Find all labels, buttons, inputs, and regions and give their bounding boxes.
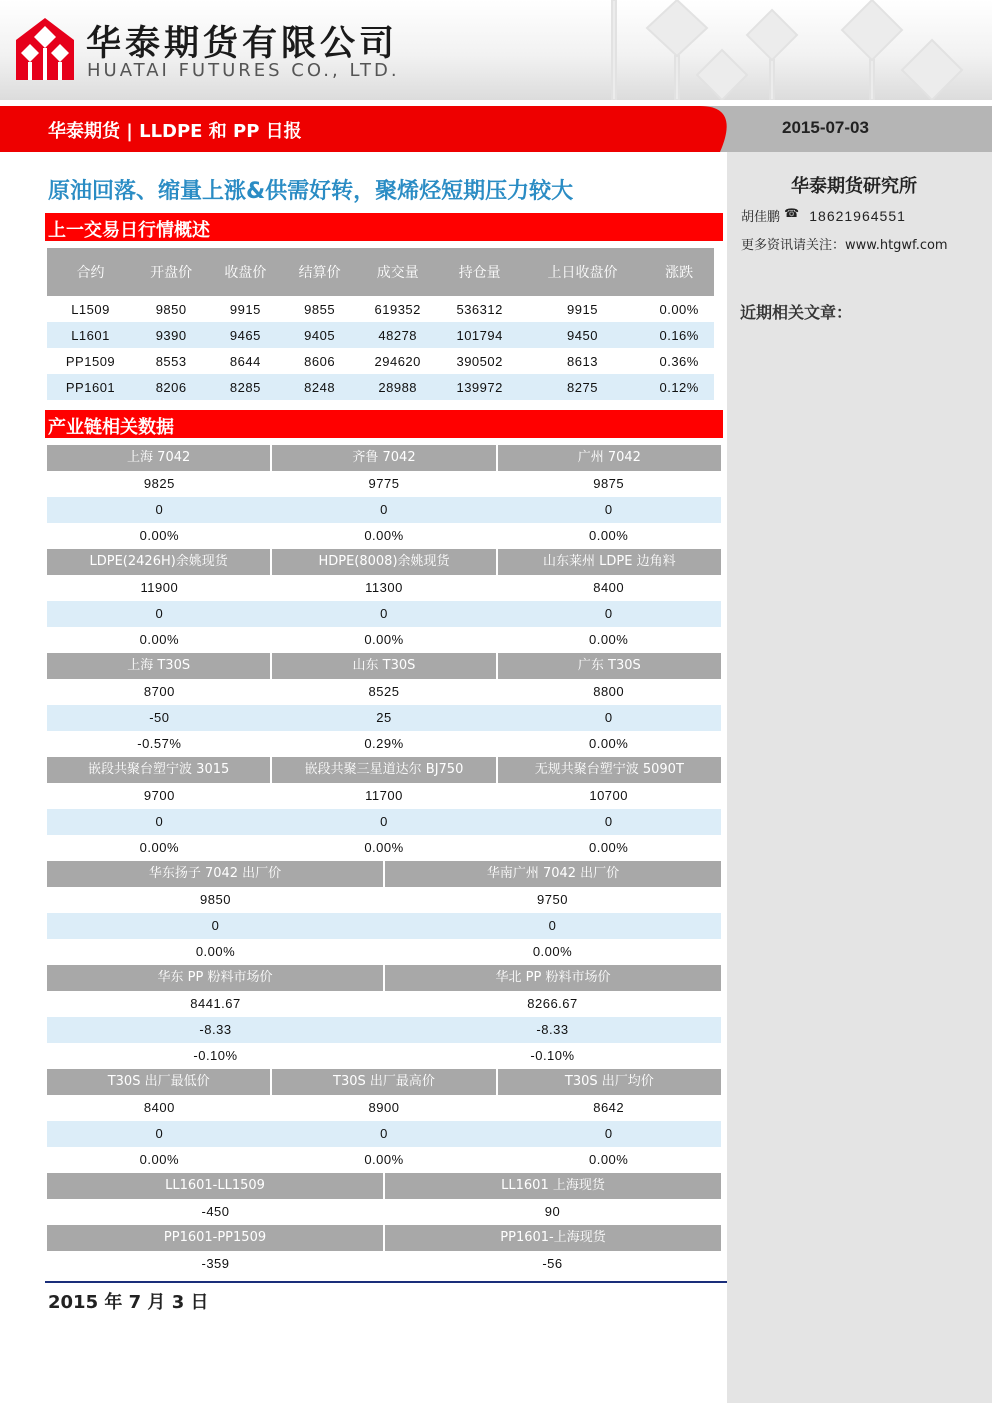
chain-value-cell: 8800 xyxy=(593,684,625,699)
chain-value-cell: 0 xyxy=(380,606,388,621)
chain-header-row xyxy=(47,1173,721,1199)
chain-value-cell: 0.00% xyxy=(588,840,629,855)
section-title: 上一交易日行情概述 xyxy=(48,220,210,241)
chain-data-row xyxy=(47,679,721,705)
report-banner xyxy=(0,106,992,152)
chain-data-row xyxy=(47,809,721,835)
chain-value-cell: 0 xyxy=(604,814,613,829)
chain-value-cell: -56 xyxy=(542,1256,563,1271)
chain-header-cell: 上海 7042 xyxy=(47,445,272,471)
col-header: 上日收盘价 xyxy=(521,248,645,296)
col-header: 持仓量 xyxy=(439,248,521,296)
chain-value-cell: 90 xyxy=(544,1204,561,1219)
company-name-cn: 华泰期货有限公司 xyxy=(86,24,399,64)
chain-value-cell: 0 xyxy=(155,1126,164,1141)
chain-value-cell: 0 xyxy=(380,1126,388,1141)
page-header xyxy=(0,0,992,100)
section-title: 产业链相关数据 xyxy=(48,417,174,438)
chain-value-cell: 8900 xyxy=(368,1100,400,1115)
market-quote-table xyxy=(47,248,714,400)
table-cell: 390502 xyxy=(456,353,503,369)
chain-data-row xyxy=(47,913,721,939)
chain-data-row xyxy=(47,835,721,861)
chain-value-cell: -0.57% xyxy=(137,736,182,751)
chain-value-cell: 0 xyxy=(548,918,557,933)
table-cell: 8613 xyxy=(567,353,598,369)
table-cell: 8285 xyxy=(208,374,282,400)
section-market-overview xyxy=(45,213,723,241)
table-cell: 8206 xyxy=(134,374,208,400)
table-cell: 9915 xyxy=(229,301,261,317)
chain-value-cell: 11300 xyxy=(365,580,403,595)
table-cell: 9850 xyxy=(155,301,187,317)
chain-header-row xyxy=(47,965,721,991)
chain-value-cell: 0 xyxy=(604,606,613,621)
col-header: 开盘价 xyxy=(134,248,208,296)
chain-value-cell: -8.33 xyxy=(199,1022,232,1037)
chain-value-cell: -0.10% xyxy=(193,1048,238,1063)
chain-header-cell: T30S 出厂均价 xyxy=(498,1069,721,1095)
col-header: 成交量 xyxy=(357,248,439,296)
chain-data-row xyxy=(47,887,721,913)
chain-header-cell: T30S 出厂最低价 xyxy=(47,1069,272,1095)
chain-header-cell: PP1601-上海现货 xyxy=(385,1225,721,1251)
table-cell: 9390 xyxy=(134,322,208,348)
report-date: 2015-07-03 xyxy=(782,118,869,137)
table-cell: 9855 xyxy=(304,301,336,317)
chain-value-cell: 0 xyxy=(604,1126,613,1141)
chain-header-cell: LL1601 上海现货 xyxy=(385,1173,721,1199)
chain-value-cell: 8642 xyxy=(593,1100,625,1115)
chain-value-cell: 9775 xyxy=(368,476,400,491)
chain-header-cell: 山东 T30S xyxy=(272,653,497,679)
chain-value-cell: 0.00% xyxy=(195,944,236,959)
chain-data-row xyxy=(47,575,721,601)
table-cell: 9450 xyxy=(521,322,645,348)
chain-value-cell: 0.00% xyxy=(364,632,404,647)
table-cell: 8248 xyxy=(283,374,357,400)
chain-value-cell: 25 xyxy=(376,710,392,725)
table-cell: 139972 xyxy=(439,374,521,400)
analyst-contact xyxy=(741,206,906,225)
chain-header-cell: 广东 T30S xyxy=(498,653,721,679)
chain-value-cell: 8400 xyxy=(143,1100,175,1115)
table-cell: PP1509 xyxy=(65,353,116,369)
chain-data-row xyxy=(47,497,721,523)
chain-value-cell: 0.00% xyxy=(364,1152,404,1167)
chain-value-cell: 0.00% xyxy=(364,840,404,855)
table-cell: 9915 xyxy=(567,301,598,317)
chain-value-cell: 8441.67 xyxy=(190,996,241,1011)
chain-header-row xyxy=(47,653,721,679)
headline: 原油回落、缩量上涨&供需好转，聚烯烃短期压力较大 xyxy=(48,179,574,204)
recent-articles-label: 近期相关文章： xyxy=(740,303,853,322)
report-title: 华泰期货 | LLDPE 和 PP 日报 xyxy=(48,121,302,142)
chain-value-cell: -8.33 xyxy=(536,1022,569,1037)
chain-value-cell: 0 xyxy=(604,710,613,725)
table-cell: 0.16% xyxy=(644,322,714,348)
chain-data-row xyxy=(47,783,721,809)
table-cell: 0.12% xyxy=(644,374,714,400)
table-cell: 8553 xyxy=(155,353,187,369)
chain-header-cell: LDPE(2426H)余姚现货 xyxy=(47,549,272,575)
sidebar xyxy=(727,152,992,1403)
chain-data-row xyxy=(47,1017,721,1043)
chain-header-row xyxy=(47,1225,721,1251)
chain-value-cell: 9850 xyxy=(200,892,231,907)
chain-header-row xyxy=(47,757,721,783)
table-row xyxy=(47,348,714,374)
chain-header-cell: PP1601-PP1509 xyxy=(47,1225,385,1251)
chain-value-cell: 9875 xyxy=(593,476,625,491)
chain-value-cell: 0 xyxy=(380,502,388,517)
chain-value-cell: 9750 xyxy=(537,892,568,907)
chain-value-cell: 0 xyxy=(211,918,220,933)
analyst-name: 胡佳鹏 xyxy=(741,210,781,225)
table-cell: 8275 xyxy=(521,374,645,400)
table-cell: 101794 xyxy=(439,322,521,348)
chain-value-cell: -0.10% xyxy=(530,1048,575,1063)
chain-header-cell: 齐鲁 7042 xyxy=(272,445,497,471)
table-row xyxy=(47,322,714,348)
table-cell: 0.00% xyxy=(659,301,699,317)
table-cell: L1509 xyxy=(71,301,110,317)
chain-data-row xyxy=(47,1095,721,1121)
chain-value-cell: 0.00% xyxy=(588,736,629,751)
chain-header-cell: 华东 PP 粉料市场价 xyxy=(47,965,385,991)
chain-value-cell: 0 xyxy=(155,502,164,517)
chain-value-cell: -359 xyxy=(201,1256,230,1271)
chain-value-cell: 0.29% xyxy=(364,736,404,751)
chain-data-row xyxy=(47,471,721,497)
section-industry-chain xyxy=(45,410,723,438)
table-cell: PP1601 xyxy=(47,374,134,400)
chain-value-cell: 0 xyxy=(155,606,164,621)
chain-header-cell: LL1601-LL1509 xyxy=(47,1173,385,1199)
huatai-logo-icon xyxy=(16,18,74,80)
chain-data-row xyxy=(47,1121,721,1147)
table-cell: 294620 xyxy=(374,353,421,369)
chain-data-row xyxy=(47,1043,721,1069)
col-header: 结算价 xyxy=(283,248,357,296)
company-name-en: HUATAI FUTURES CO., LTD. xyxy=(87,60,400,81)
chain-data-row xyxy=(47,991,721,1017)
chain-data-row xyxy=(47,601,721,627)
chain-value-cell: 0.00% xyxy=(532,944,573,959)
chain-value-cell: 0.00% xyxy=(139,1152,180,1167)
chain-value-cell: 8400 xyxy=(593,580,625,595)
table-cell: 8644 xyxy=(229,353,261,369)
col-header: 涨跌 xyxy=(644,248,714,296)
chain-data-row xyxy=(47,1147,721,1173)
website-note[interactable]: 更多资讯请关注：www.htgwf.com xyxy=(741,238,948,253)
phone-icon: ☎ xyxy=(784,206,800,220)
chain-header-cell: 山东莱州 LDPE 边角料 xyxy=(498,549,721,575)
table-cell: L1601 xyxy=(47,322,134,348)
chain-value-cell: 10700 xyxy=(589,788,628,803)
col-header: 收盘价 xyxy=(208,248,282,296)
table-cell: 8606 xyxy=(304,353,336,369)
chain-value-cell: 0 xyxy=(155,814,164,829)
chain-data-row xyxy=(47,1251,721,1277)
chain-header-row xyxy=(47,1069,721,1095)
table-cell: 9465 xyxy=(208,322,282,348)
footer-date: 2015 年 7 月 3 日 xyxy=(48,1292,209,1313)
chain-header-cell: 华北 PP 粉料市场价 xyxy=(385,965,721,991)
chain-data-row xyxy=(47,1199,721,1225)
chain-header-row xyxy=(47,445,721,471)
chain-value-cell: 0.00% xyxy=(139,840,180,855)
chain-header-cell: 嵌段共聚台塑宁波 3015 xyxy=(47,757,272,783)
chain-header-cell: 华南广州 7042 出厂价 xyxy=(385,861,721,887)
table-cell: 0.36% xyxy=(659,353,699,369)
chain-header-cell: 广州 7042 xyxy=(498,445,721,471)
chain-header-cell: T30S 出厂最高价 xyxy=(272,1069,497,1095)
chain-value-cell: 8266.67 xyxy=(527,996,578,1011)
chain-value-cell: 0 xyxy=(604,502,613,517)
analyst-phone: 18621964551 xyxy=(809,208,906,224)
chain-value-cell: 9700 xyxy=(143,788,175,803)
chain-value-cell: 0.00% xyxy=(139,528,180,543)
chain-data-row xyxy=(47,939,721,965)
chain-data-row xyxy=(47,705,721,731)
table-cell: 619352 xyxy=(374,301,421,317)
col-header: 合约 xyxy=(47,248,134,296)
table-cell: 48278 xyxy=(357,322,439,348)
chain-value-cell: -450 xyxy=(201,1204,230,1219)
chain-value-cell: -50 xyxy=(149,710,170,725)
table-cell: 28988 xyxy=(357,374,439,400)
footer-divider xyxy=(45,1281,727,1283)
chain-value-cell: 0.00% xyxy=(139,632,180,647)
chain-value-cell: 0.00% xyxy=(588,1152,629,1167)
table-cell: 536312 xyxy=(456,301,503,317)
chain-value-cell: 0.00% xyxy=(588,632,629,647)
chain-value-cell: 8525 xyxy=(368,684,400,699)
table-row xyxy=(47,296,714,322)
chain-data-row xyxy=(47,523,721,549)
chain-value-cell: 11700 xyxy=(365,788,403,803)
chain-data-row xyxy=(47,731,721,757)
table-row xyxy=(47,374,714,400)
chain-value-cell: 0.00% xyxy=(364,528,404,543)
chain-header-cell: 无规共聚台塑宁波 5090T xyxy=(498,757,721,783)
chain-value-cell: 11900 xyxy=(140,580,179,595)
chain-header-cell: HDPE(8008)余姚现货 xyxy=(272,549,497,575)
chain-header-cell: 华东扬子 7042 出厂价 xyxy=(47,861,385,887)
chain-value-cell: 0 xyxy=(380,814,388,829)
chain-data-row xyxy=(47,627,721,653)
table-cell: 9405 xyxy=(283,322,357,348)
header-decoration xyxy=(572,0,992,100)
chain-value-cell: 0.00% xyxy=(588,528,629,543)
chain-header-row xyxy=(47,549,721,575)
chain-value-cell: 8700 xyxy=(143,684,175,699)
industry-chain-table xyxy=(47,445,721,1277)
chain-header-cell: 上海 T30S xyxy=(47,653,272,679)
chain-value-cell: 9825 xyxy=(143,476,175,491)
research-institute-title: 华泰期货研究所 xyxy=(791,176,917,197)
chain-header-row xyxy=(47,861,721,887)
chain-header-cell: 嵌段共聚三星道达尔 BJ750 xyxy=(272,757,497,783)
